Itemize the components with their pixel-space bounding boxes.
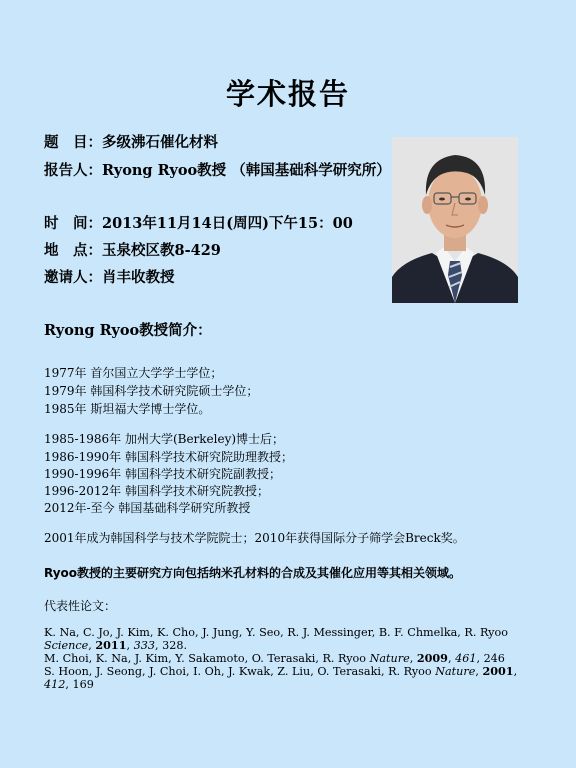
- honors-line: 2001年成为韩国科学与技术学院院士；2010年获得国际分子筛学会Breck奖。: [44, 531, 465, 545]
- paper-journal: Nature: [435, 665, 476, 678]
- career-item: 1985-1986年 加州大学(Berkeley)博士后；: [44, 432, 285, 446]
- paper-journal: Science: [44, 639, 89, 652]
- paper-authors: M. Choi, K. Na, J. Kim, Y. Sakamoto, O. Terasaki, R. Ryoo: [44, 652, 370, 665]
- paper-item: [44, 652, 544, 665]
- career-item: 1996-2012年 韩国科学技术研究院教授；: [44, 484, 269, 498]
- education-item: 1979年 韩国科学技术研究院硕士学位；: [44, 384, 259, 398]
- bio-heading: Ryong Ryoo教授简介：: [44, 322, 212, 339]
- paper-authors: S. Hoon, J. Seong, J. Choi, I. Oh, J. Kwak, Z. Liu, O. Terasaki, R. Ryoo: [44, 665, 436, 678]
- education-item: 1985年 斯坦福大学博士学位。: [44, 402, 211, 416]
- paper-separator: ,: [409, 652, 417, 665]
- paper-separator: ,: [88, 639, 96, 652]
- paper-volume: 333: [133, 639, 155, 652]
- place-line: 地 点：玉泉校区教8-429: [44, 242, 221, 259]
- paper-authors: K. Na, C. Jo, J. Kim, K. Cho, J. Jung, Y. Seo, R. J. Messinger, B. F. Chmelka, R. Ryoo: [44, 626, 508, 639]
- speaker-line: 报告人：Ryong Ryoo教授 （韩国基础科学研究所）: [44, 162, 391, 179]
- paper-year: 2011: [95, 638, 127, 652]
- paper-year: 2001: [482, 664, 514, 678]
- paper-year: 2009: [416, 651, 448, 665]
- paper-pages: , 328.: [154, 639, 188, 652]
- paper-journal: Nature: [369, 652, 410, 665]
- paper-pages: , 169: [65, 678, 94, 691]
- research-line: Ryoo教授的主要研究方向包括纳米孔材料的合成及其催化应用等其相关领域。: [44, 566, 462, 580]
- topic-line: 题 目：多级沸石催化材料: [44, 134, 218, 151]
- paper-separator: ,: [126, 639, 134, 652]
- host-line: 邀请人：肖丰收教授: [44, 269, 175, 286]
- paper-volume: 412: [44, 678, 66, 691]
- career-item: 1986-1990年 韩国科学技术研究院助理教授；: [44, 450, 293, 464]
- paper-pages: , 246: [476, 652, 505, 665]
- paper-separator: ,: [475, 665, 483, 678]
- time-line: 时 间：2013年11月14日(周四)下午15：00: [44, 215, 353, 232]
- paper-separator: ,: [447, 652, 456, 665]
- career-item: 1990-1996年 韩国科学技术研究院副教授；: [44, 467, 281, 481]
- portrait-image: [392, 137, 518, 303]
- speaker-photo: [392, 137, 518, 303]
- paper-volume: 461: [455, 652, 477, 665]
- papers-heading: 代表性论文：: [44, 599, 117, 613]
- career-item: 2012年-至今 韩国基础科学研究所教授: [44, 501, 251, 515]
- page-title: 学术报告: [225, 77, 350, 111]
- education-item: 1977年 首尔国立大学学士学位；: [44, 366, 223, 380]
- paper-item: [44, 626, 544, 652]
- paper-item: [44, 665, 544, 691]
- paper-separator: ,: [513, 665, 518, 678]
